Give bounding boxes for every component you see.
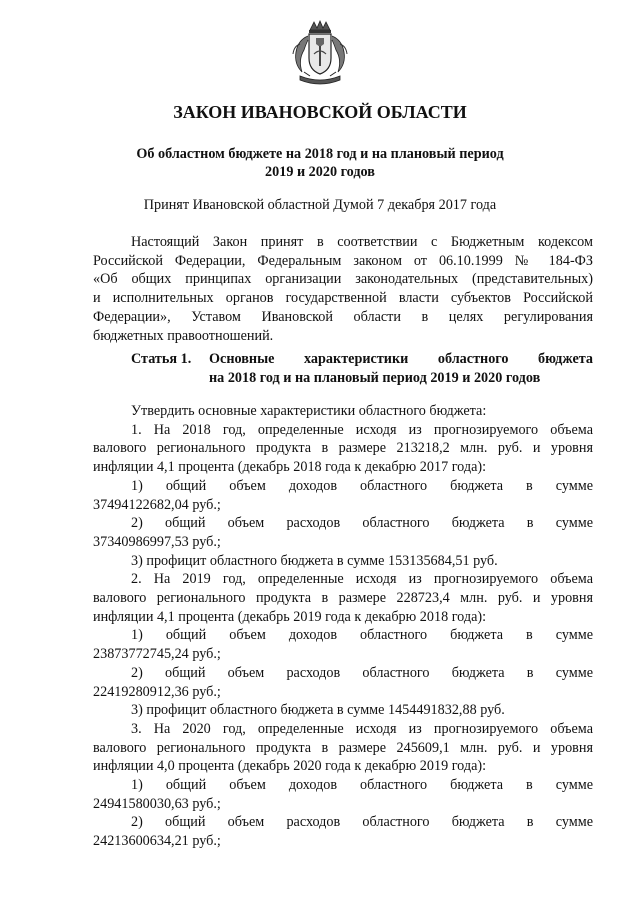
preamble-line: Федерации», Уставом Ивановской области в целях регулирования — [93, 308, 593, 325]
preamble-line: Российской Федерации, Федеральным законом от 06.10.1999 № 184-ФЗ — [93, 252, 593, 269]
body-line: инфляции 4,0 процента (декабрь 2020 года к декабрю 2019 года): — [93, 758, 487, 775]
body-line: 2) общий объем расходов областного бюджета в сумме — [131, 814, 593, 831]
article-number: Статья 1. — [131, 351, 192, 367]
body-line: 24941580030,63 руб.; — [93, 795, 221, 812]
body-line: валового регионального продукта в размере 213218,2 млн. руб. и уровня — [93, 440, 593, 457]
preamble-line: и исполнительных органов государственной власти субъектов Российской — [93, 290, 593, 307]
preamble-line: бюджетных правоотношений. — [93, 327, 274, 344]
body-line: 23873772745,24 руб.; — [93, 646, 221, 663]
adoption-note: Принят Ивановской областной Думой 7 декабря 2017 года — [143, 197, 497, 213]
body-line: инфляции 4,1 процента (декабрь 2019 года к декабрю 2018 года): — [93, 608, 487, 625]
body-line: 3) профицит областного бюджета в сумме 153135684,51 руб. — [131, 552, 498, 569]
body-line: 2) общий объем расходов областного бюджета в сумме — [131, 664, 593, 681]
law-subtitle — [0, 145, 640, 181]
body-line: инфляции 4,1 процента (декабрь 2018 года к декабрю 2017 года): — [93, 459, 487, 476]
body-line: валового регионального продукта в размере 228723,4 млн. руб. и уровня — [93, 590, 593, 607]
body-line: 37494122682,04 руб.; — [93, 496, 221, 513]
body-line: валового регионального продукта в размере 245609,1 млн. руб. и уровня — [93, 739, 593, 756]
body-line: 24213600634,21 руб.; — [93, 833, 221, 850]
article-title — [209, 350, 593, 387]
article-body — [93, 402, 593, 851]
law-title: ЗАКОН ИВАНОВСКОЙ ОБЛАСТИ — [173, 102, 467, 122]
preamble-line: «Об общих принципах организации законодательных (представительных) — [93, 271, 593, 288]
coat-of-arms-icon — [290, 20, 350, 88]
body-line: 1) общий объем доходов областного бюджета в сумме — [131, 477, 593, 494]
body-line: Утвердить основные характеристики областного бюджета: — [131, 403, 487, 419]
body-line: 37340986997,53 руб.; — [93, 533, 221, 550]
body-line: 2. На 2019 год, определенные исходя из прогнозируемого объема — [131, 571, 593, 588]
body-line: 1. На 2018 год, определенные исходя из прогнозируемого объема — [131, 421, 593, 438]
subtitle-line: 2019 и 2020 годов — [265, 164, 375, 180]
body-line: 2) общий объем расходов областного бюджета в сумме — [131, 515, 593, 532]
article-title-line: Основные характеристики областного бюджета — [209, 351, 593, 367]
preamble-line: Настоящий Закон принят в соответствии с Бюджетным кодексом — [131, 234, 593, 250]
body-line: 1) общий объем доходов областного бюджета в сумме — [131, 777, 593, 794]
subtitle-line: Об областном бюджете на 2018 год и на плановый период — [136, 146, 504, 162]
body-line: 3. На 2020 год, определенные исходя из прогнозируемого объема — [131, 720, 593, 737]
body-line: 1) общий объем доходов областного бюджета в сумме — [131, 627, 593, 644]
preamble — [93, 233, 593, 345]
article-title-line: на 2018 год и на плановый период 2019 и 2020 годов — [209, 369, 541, 386]
body-line: 3) профицит областного бюджета в сумме 1454491832,88 руб. — [131, 702, 505, 719]
body-line: 22419280912,36 руб.; — [93, 683, 221, 700]
